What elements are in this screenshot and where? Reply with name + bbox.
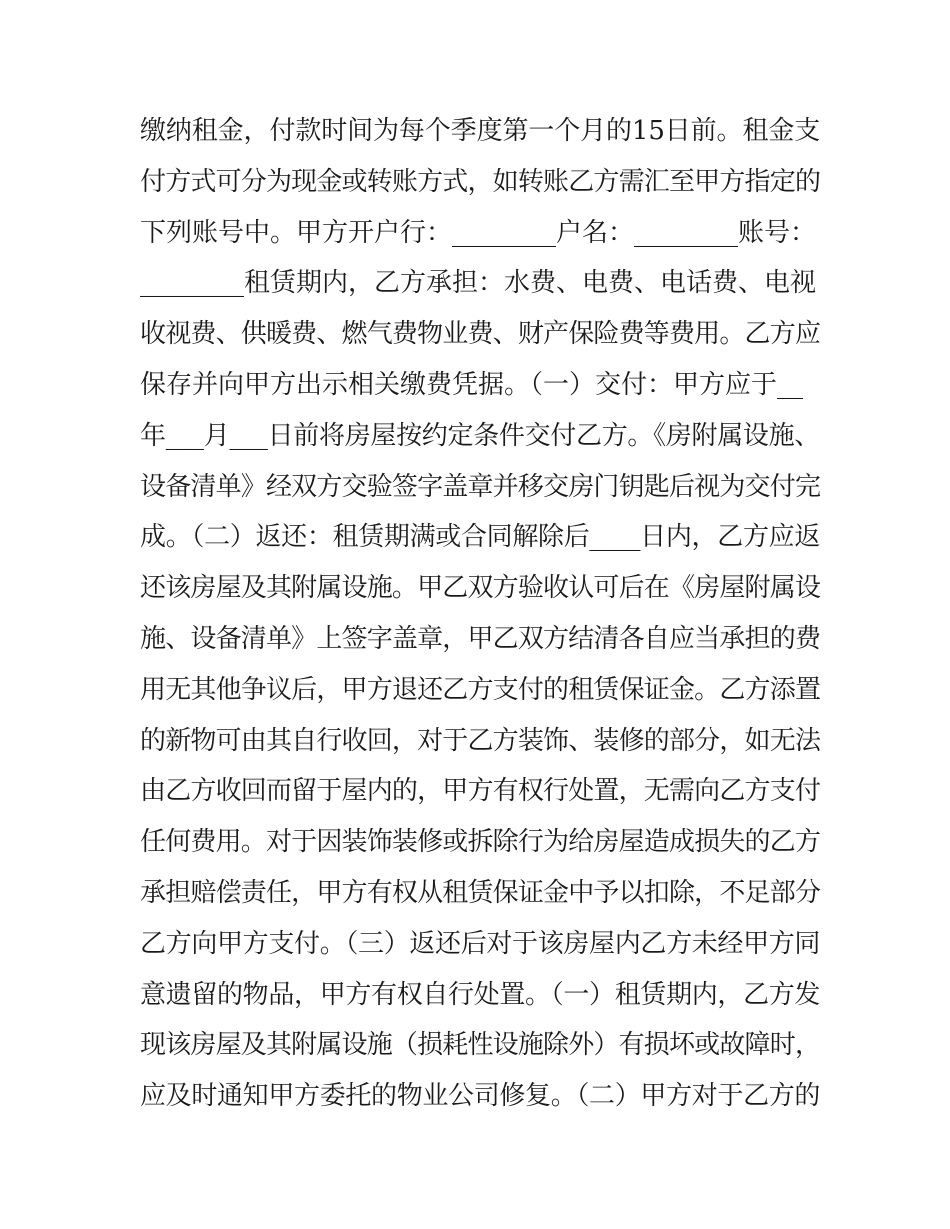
text-line-16: 承担赔偿责任，甲方有权从租赁保证金中予以扣除，不足部分: [140, 877, 821, 908]
text-line-18: 意遗留的物品，甲方有权自行处置。（一）租赁期内，乙方发: [140, 979, 821, 1010]
text-line-13: 的新物可由其自行收回，对于乙方装饰、装修的部分，如无法: [140, 725, 821, 756]
text-line-2: 付方式可分为现金或转账方式，如转账乙方需汇至甲方指定的: [140, 166, 821, 197]
text-line-4: ________租赁期内，乙方承担：水费、电费、电话费、电视: [140, 268, 817, 299]
text-line-17: 乙方向甲方支付。（三）返还后对于该房屋内乙方未经甲方同: [140, 928, 821, 959]
text-line-10: 还该房屋及其附属设施。甲乙双方验收认可后在《房屋附属设: [140, 573, 821, 604]
text-line-11: 施、设备清单》上签字盖章，甲乙双方结清各自应当承担的费: [140, 623, 821, 654]
text-line-3: 下列账号中。甲方开户行：________户名：________账号：: [140, 217, 817, 248]
text-line-7: 年___月___日前将房屋按约定条件交付乙方。《房附属设施、: [140, 420, 821, 451]
text-line-1: 缴纳租金，付款时间为每个季度第一个月的15日前。租金支: [140, 116, 821, 146]
text-line-9: 成。（二）返还：租赁期满或合同解除后____日内，乙方应返: [140, 522, 821, 553]
text-line-19: 现该房屋及其附属设施（损耗性设施除外）有损坏或故障时，: [140, 1030, 821, 1061]
contract-text: [140, 106, 820, 1122]
text-line-5: 收视费、供暖费、燃气费物业费、财产保险费等费用。乙方应: [140, 319, 821, 350]
text-line-12: 用无其他争议后，甲方退还乙方支付的租赁保证金。乙方添置: [140, 674, 821, 705]
text-line-14: 由乙方收回而留于屋内的，甲方有权行处置，无需向乙方支付: [140, 776, 821, 807]
text-line-6: 保存并向甲方出示相关缴费凭据。（一）交付：甲方应于__: [140, 369, 804, 400]
text-line-15: 任何费用。对于因装饰装修或拆除行为给房屋造成损失的乙方: [140, 827, 821, 858]
text-line-20: 应及时通知甲方委托的物业公司修复。（二）甲方对于乙方的: [140, 1081, 821, 1112]
text-line-8: 设备清单》经双方交验签字盖章并移交房门钥匙后视为交付完: [140, 471, 821, 502]
